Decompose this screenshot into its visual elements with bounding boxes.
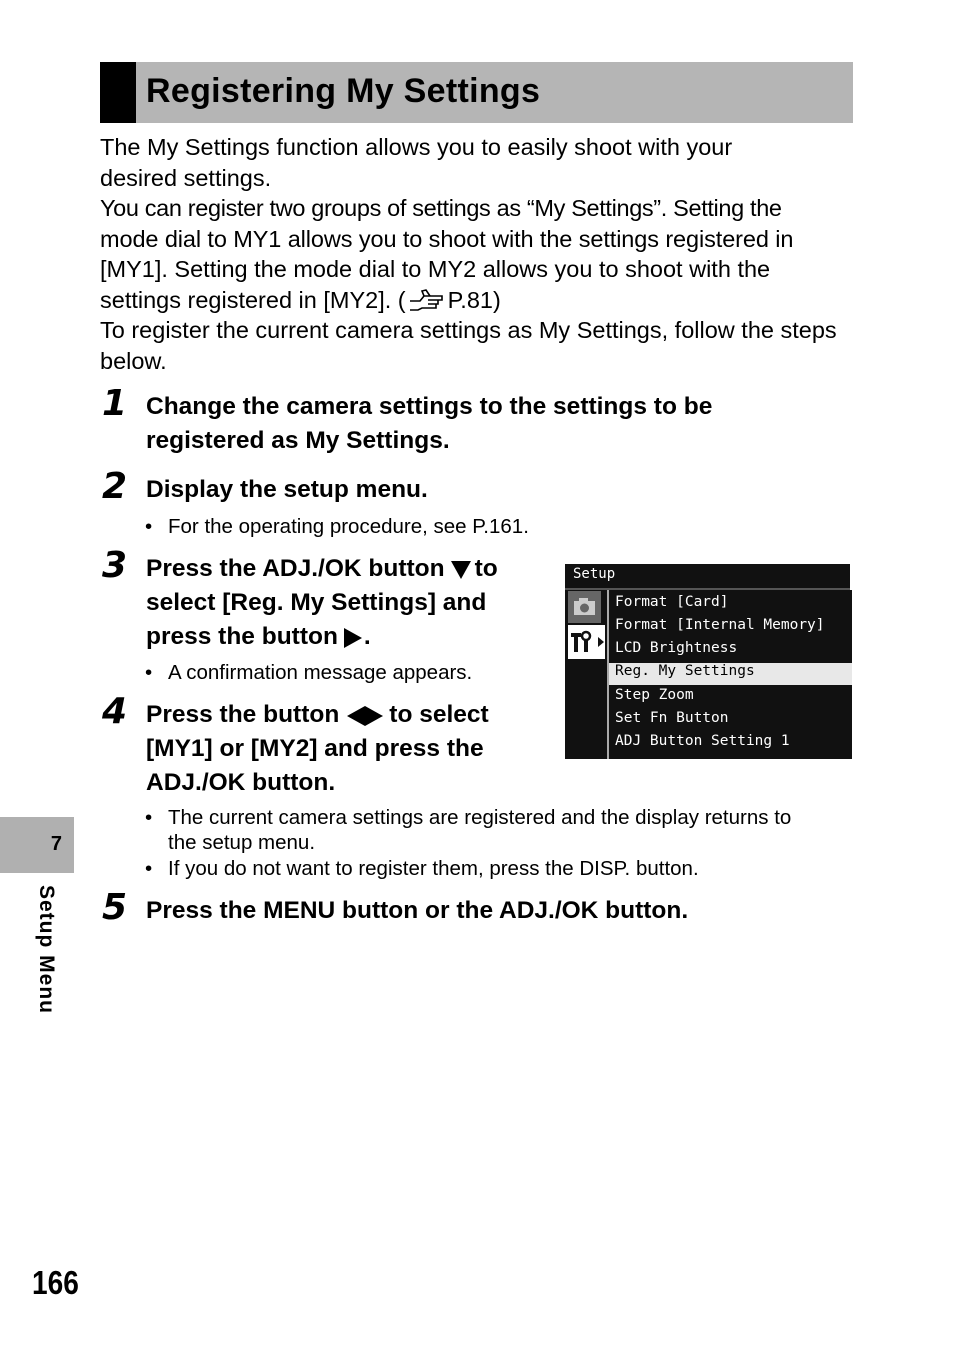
chapter-label: Setup Menu: [35, 885, 58, 1014]
intro-paragraph-2: You can register two groups of settings as “My Settings”. Setting the mode dial to MY1 allows you to shoot with the settings registered in [MY1]. Setting the mode dial to MY2 allows you to shoot with the settings registered in [MY2]. ( P.81): [100, 195, 794, 313]
chapter-number: 7: [50, 833, 62, 855]
arrow-right-icon: [344, 628, 362, 648]
setup-wrench-icon: [568, 625, 605, 659]
menu-item-format-internal-memory: Format [Internal Memory]: [615, 617, 825, 633]
step-3-text: Press the ADJ./OK button to select [Reg. My Settings] and press the button .: [146, 555, 498, 650]
arrow-right-icon: [365, 706, 383, 726]
step-number-4: 4: [102, 691, 128, 732]
menu-item-reg-my-settings: Reg. My Settings: [609, 663, 852, 685]
step-4-note-2: • If you do not want to register them, press the DISP. button.: [145, 857, 699, 880]
step-number-1: 1: [102, 383, 128, 424]
step-1-text: Change the camera settings to the settings to be registered as My Settings.: [146, 393, 713, 454]
step-4-note-1: • The current camera settings are registered and the display returns to the setup menu.: [145, 806, 792, 854]
step-number-2: 2: [102, 466, 128, 507]
step-2-note: • For the operating procedure, see P.161.: [145, 515, 529, 538]
arrow-left-icon: [347, 706, 365, 726]
screen-title: Setup: [573, 566, 616, 582]
step-3-note: • A confirmation message appears.: [145, 661, 473, 684]
setup-menu-list: [607, 590, 852, 759]
menu-item-lcd-brightness: LCD Brightness: [615, 640, 738, 656]
step-number-5: 5: [102, 887, 128, 928]
camera-setup-screen: [565, 564, 850, 759]
menu-item-step-zoom: Step Zoom: [615, 687, 694, 703]
page-title: Registering My Settings: [146, 72, 541, 110]
menu-item-adj-button-setting: ADJ Button Setting 1: [615, 733, 790, 749]
step-5-text: Press the MENU button or the ADJ./OK button.: [146, 897, 689, 924]
step-number-3: 3: [102, 545, 128, 586]
arrow-down-icon: [451, 561, 471, 579]
step-2-text: Display the setup menu.: [146, 476, 428, 503]
menu-item-set-fn-button: Set Fn Button: [615, 710, 729, 726]
intro-paragraph-1: The My Settings function allows you to easily shoot with your desired settings.: [100, 134, 733, 191]
page-number: 166: [32, 1264, 79, 1301]
intro-text: [100, 132, 860, 376]
title-marker: [100, 62, 136, 123]
pointing-hand-icon: [408, 288, 446, 312]
menu-item-format-card: Format [Card]: [615, 594, 729, 610]
section-title-bar: [100, 62, 853, 123]
camera-icon: [568, 591, 601, 623]
step-4-text: Press the button to select [MY1] or [MY2] and press the ADJ./OK button.: [146, 701, 489, 796]
intro-paragraph-3: To register the current camera settings as My Settings, follow the steps below.: [100, 317, 837, 374]
